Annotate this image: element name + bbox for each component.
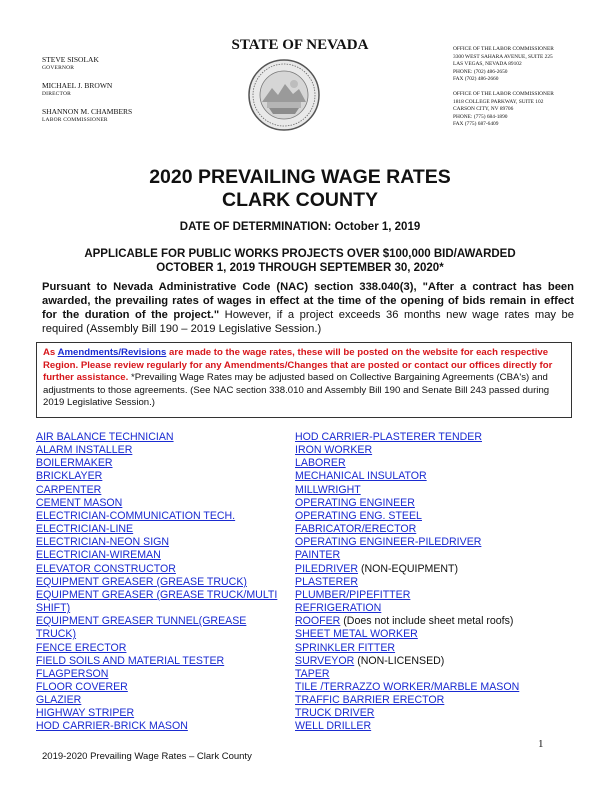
pursuant-rest: However, if a project exceeds 36 months new wage rates may be required (Assembly Bill 190 – 2019 Legislative Session.): [42, 309, 574, 335]
trade-link[interactable]: MECHANICAL INSULATOR: [295, 470, 427, 483]
trade-row: [295, 497, 585, 510]
trade-row: [295, 470, 585, 483]
office-line: 1818 COLLEGE PARKWAY, SUITE 102: [453, 98, 544, 105]
trade-row: [295, 457, 585, 470]
trade-row: [295, 720, 585, 733]
trade-note: (NON-LICENSED): [354, 654, 445, 667]
trade-link[interactable]: TILE /TERRAZZO WORKER/MARBLE MASON: [295, 680, 520, 693]
page-number: 1: [538, 738, 544, 750]
trade-link[interactable]: REFRIGERATION: [295, 602, 382, 615]
trade-link[interactable]: FLOOR COVERER: [36, 680, 128, 693]
trade-note: (NON-EQUIPMENT): [358, 562, 459, 575]
trade-row: [295, 668, 585, 681]
office-line: PHONE: (775) 684-1890: [453, 113, 508, 120]
official-name: SHANNON M. CHAMBERS: [42, 107, 133, 116]
footer-text: 2019-2020 Prevailing Wage Rates – Clark County: [42, 751, 252, 762]
trade-link[interactable]: PLUMBER/PIPEFITTER: [295, 588, 411, 601]
trade-link[interactable]: HOD CARRIER-PLASTERER TENDER: [295, 431, 482, 443]
trades-list-left: [36, 431, 298, 734]
trade-link[interactable]: FLAGPERSON: [36, 667, 109, 680]
trade-link[interactable]: SHEET METAL WORKER: [295, 628, 418, 641]
officials-list: [42, 56, 132, 134]
trade-link[interactable]: BOILERMAKER: [36, 457, 113, 470]
trade-link[interactable]: PILEDRIVER: [295, 562, 358, 575]
trade-link[interactable]: PAINTER: [295, 549, 341, 562]
trade-row: [295, 589, 585, 602]
office-carson-city: [453, 91, 593, 129]
office-line: 3300 WEST SAHARA AVENUE, SUITE 225: [453, 53, 553, 60]
trade-link[interactable]: BRICKLAYER: [36, 470, 103, 483]
trade-link[interactable]: SHIFT): [36, 602, 71, 615]
applicable-line-1: APPLICABLE FOR PUBLIC WORKS PROJECTS OVER $100,000 BID/AWARDED: [84, 248, 516, 260]
trade-row: [295, 655, 585, 668]
applicable-line-2: OCTOBER 1, 2019 THROUGH SEPTEMBER 30, 2020*: [156, 262, 444, 274]
office-line: OFFICE OF THE LABOR COMMISSIONER: [453, 46, 554, 52]
trade-row: [295, 576, 585, 589]
trade-row: [295, 536, 585, 549]
official-director: [42, 82, 132, 98]
office-addresses: [453, 46, 593, 136]
trade-link[interactable]: ELECTRICIAN-NEON SIGN: [36, 536, 170, 549]
trade-row: [295, 615, 585, 628]
trade-link[interactable]: EQUIPMENT GREASER (GREASE TRUCK): [36, 575, 247, 588]
office-line: FAX (775) 687-6409: [453, 121, 499, 128]
trade-row: [295, 510, 585, 523]
trade-link[interactable]: ELECTRICIAN-WIREMAN: [36, 549, 161, 562]
trade-link[interactable]: EQUIPMENT GREASER (GREASE TRUCK/MULTI: [36, 588, 278, 601]
trade-link[interactable]: PLASTERER: [295, 575, 358, 588]
amendments-notice: [36, 342, 572, 418]
trade-link[interactable]: CEMENT MASON: [36, 496, 123, 509]
trade-link[interactable]: WELL DRILLER: [295, 720, 372, 733]
official-role: GOVERNOR: [42, 65, 75, 71]
trade-link[interactable]: LABORER: [295, 457, 346, 470]
trade-row: [295, 484, 585, 497]
office-line: LAS VEGAS, NEVADA 89102: [453, 61, 522, 68]
trade-row: [295, 523, 585, 536]
trade-row: [295, 444, 585, 457]
official-role: DIRECTOR: [42, 91, 72, 97]
trade-link[interactable]: TRUCK DRIVER: [295, 707, 375, 720]
trade-link[interactable]: MILLWRIGHT: [295, 483, 361, 496]
trades-list-right: [295, 431, 585, 734]
trade-link[interactable]: SURVEYOR: [295, 654, 355, 667]
notice-black-text: *Prevailing Wage Rates may be adjusted based on Collective Bargaining Agreements (CBA's) and adjustments to those agreements. (See NAC section 338.010 and Assembly Bill 190 and Senate Bill 243 passed during 2019 Legislative Session.): [43, 372, 550, 409]
trade-note: (Does not include sheet metal roofs): [340, 615, 514, 628]
amendments-link[interactable]: Amendments/Revisions: [57, 347, 167, 358]
trade-link[interactable]: SPRINKLER FITTER: [295, 641, 396, 654]
trade-link[interactable]: CARPENTER: [36, 483, 102, 496]
document-title: 2020 PREVAILING WAGE RATES: [149, 166, 451, 188]
trade-row: [295, 628, 585, 641]
trade-row: [295, 681, 585, 694]
trade-link[interactable]: GLAZIER: [36, 694, 82, 707]
notice-red-pre: As: [43, 347, 58, 358]
trade-row: [295, 602, 585, 615]
trade-link[interactable]: FABRICATOR/ERECTOR: [295, 523, 417, 536]
office-line: CARSON CITY, NV 89706: [453, 106, 514, 113]
trade-link[interactable]: ALARM INSTALLER: [36, 444, 133, 457]
trade-link[interactable]: OPERATING ENGINEER-PILEDRIVER: [295, 536, 482, 549]
trade-row: [295, 694, 585, 707]
trade-link[interactable]: IRON WORKER: [295, 444, 373, 457]
trade-link[interactable]: ELEVATOR CONSTRUCTOR: [36, 562, 176, 575]
trade-link[interactable]: TAPER: [295, 667, 330, 680]
trade-link[interactable]: ELECTRICIAN-LINE: [36, 523, 134, 536]
trade-link[interactable]: TRUCK): [36, 628, 77, 641]
trade-link[interactable]: HIGHWAY STRIPER: [36, 707, 135, 720]
trade-link[interactable]: TRAFFIC BARRIER ERECTOR: [295, 694, 445, 707]
trade-link[interactable]: ELECTRICIAN-COMMUNICATION TECH.: [36, 509, 236, 522]
official-role: LABOR COMMISSIONER: [42, 117, 108, 123]
trade-row: [295, 642, 585, 655]
pursuant-paragraph: [42, 280, 574, 336]
trade-row: [295, 431, 585, 444]
official-commissioner: [42, 108, 132, 124]
office-line: FAX (702) 486-2660: [453, 76, 499, 83]
state-title: STATE OF NEVADA: [231, 37, 369, 53]
office-line: OFFICE OF THE LABOR COMMISSIONER: [453, 90, 554, 97]
trade-link[interactable]: FIELD SOILS AND MATERIAL TESTER: [36, 654, 225, 667]
official-name: STEVE SISOLAK: [42, 55, 99, 64]
nevada-seal-icon: [247, 58, 321, 132]
trade-link[interactable]: EQUIPMENT GREASER TUNNEL(GREASE: [36, 615, 247, 628]
trade-link[interactable]: AIR BALANCE TECHNICIAN: [36, 431, 174, 443]
trade-link[interactable]: HOD CARRIER-BRICK MASON: [36, 720, 188, 733]
official-governor: [42, 56, 132, 72]
trade-link[interactable]: OPERATING ENG. STEEL: [295, 509, 422, 522]
trade-link[interactable]: FENCE ERECTOR: [36, 641, 127, 654]
trade-row: [295, 563, 585, 576]
notice-red-post: are made to the wage rates, these will be posted on the website for each respective Region. Please review regularly for any Amendments/Changes that are posted or contact our offices directly for further assistance.: [43, 347, 553, 384]
county-title: CLARK COUNTY: [222, 189, 378, 211]
trade-link[interactable]: ROOFER: [295, 615, 341, 628]
trade-row: [295, 707, 585, 720]
office-line: PHONE: (702) 486-2650: [453, 68, 508, 75]
pursuant-bold: Pursuant to Nevada Administrative Code (NAC) section 338.040(3), "After a contract has been awarded, the prevailing rates of wages in effect at the time of the opening of bids remain in effect for the duration of the project.": [42, 281, 574, 321]
determination-date: DATE OF DETERMINATION: October 1, 2019: [179, 221, 421, 233]
office-las-vegas: [453, 46, 593, 84]
official-name: MICHAEL J. BROWN: [42, 81, 113, 90]
trade-row: [295, 549, 585, 562]
trade-link[interactable]: OPERATING ENGINEER: [295, 496, 415, 509]
